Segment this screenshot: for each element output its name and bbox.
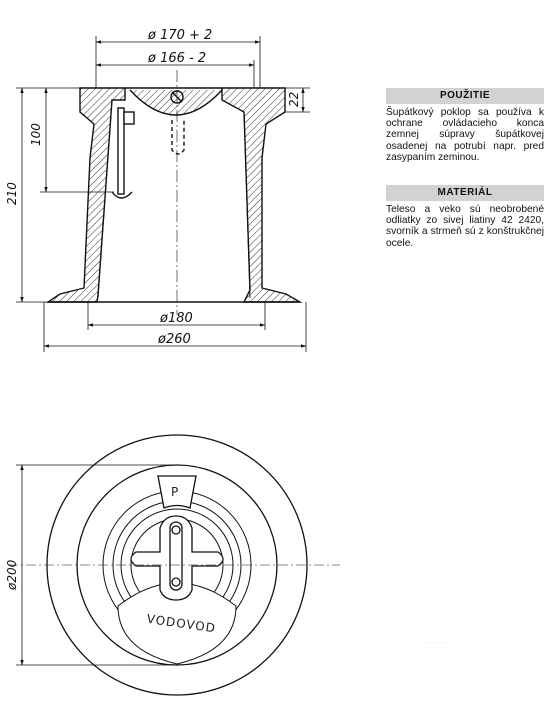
left-wall-section	[48, 88, 125, 302]
side-section-view	[48, 70, 300, 315]
cover-letter: P	[171, 485, 180, 499]
dim-base-outer: ø260	[158, 332, 191, 347]
dim-cover-diameter: ø200	[5, 559, 19, 590]
footer-note: · · · · · · · ·	[424, 640, 448, 646]
usage-heading: POUŽITIE	[386, 88, 544, 104]
dim-base-inner: ø180	[160, 311, 193, 326]
usage-text: Šupátkový poklop sa používa k ochrane ovládacieho konca zemnej súpravy šupátkovej osadenej na potrubí napr. pred zasypaním zeminou.	[386, 107, 544, 163]
top-plan-view	[8, 435, 340, 695]
cover-label: VODOVOD	[145, 611, 217, 636]
dim-flange-height: 22	[287, 91, 301, 107]
usage-panel	[386, 88, 544, 163]
dim-total-height: 210	[5, 182, 19, 205]
right-wall-section	[222, 88, 300, 302]
material-text: Teleso a veko sú neobrobené odliatky zo sivej liatiny 42 2420, svorník a strmeň sú z konštrukčnej ocele.	[386, 204, 544, 249]
bolt	[118, 108, 124, 194]
handle-slot	[131, 516, 223, 600]
dim-inner-top: ø 166 - 2	[148, 51, 207, 66]
dim-outer-top: ø 170 + 2	[148, 28, 213, 43]
material-heading: MATERIÁL	[386, 185, 544, 201]
material-panel	[386, 185, 544, 249]
dim-depth: 100	[29, 123, 43, 146]
side-dimension-lines	[16, 36, 310, 352]
stirrup	[172, 120, 184, 154]
